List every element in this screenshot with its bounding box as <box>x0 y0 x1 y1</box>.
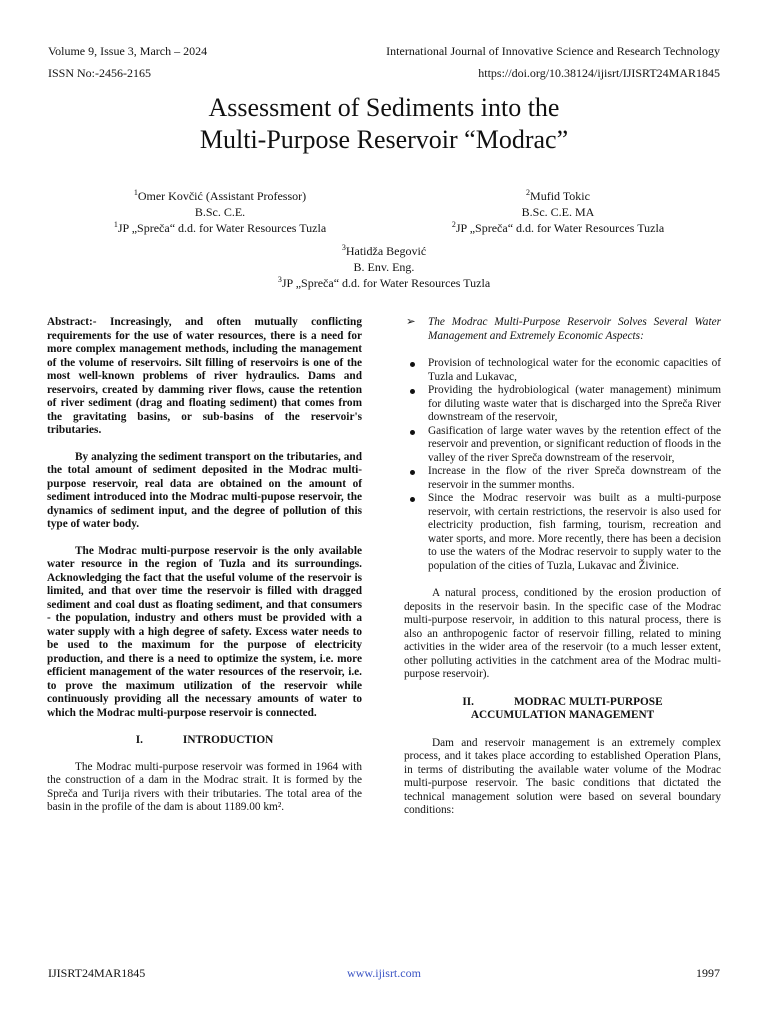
author-affiliation: JP „Spreča“ d.d. for Water Resources Tuzla <box>117 221 327 235</box>
arrow-heading-text: The Modrac Multi-Purpose Reservoir Solves Several Water Management and Extremely Economic Aspects: <box>428 316 721 342</box>
bullet-icon <box>410 470 415 475</box>
introduction-paragraph: The Modrac multi-purpose reservoir was formed in 1964 with the construction of a dam in the Modrac strait. It is formed by the Spreča and Turija rivers with their tributaries. The total area of the basin in the profile of the dam is about 1189.00 km². <box>47 760 362 813</box>
list-item <box>404 357 721 384</box>
list-item <box>404 425 721 466</box>
author-affiliation: JP „Spreča“ d.d. for Water Resources Tuzla <box>281 276 491 290</box>
author-affiliation: JP „Spreča“ d.d. for Water Resources Tuzla <box>455 221 665 235</box>
affiliation-sup: 3 <box>277 275 282 284</box>
author-block-2 <box>448 188 668 236</box>
issn: ISSN No:-2456-2165 <box>48 66 152 80</box>
author-degree: B.Sc. C.E. MA <box>521 205 595 219</box>
bullet-icon <box>410 430 415 435</box>
journal-name: International Journal of Innovative Science and Research Technology <box>386 44 720 58</box>
affiliation-sup: 1 <box>113 220 118 229</box>
natural-process-paragraph: A natural process, conditioned by the erosion production of deposits in the reservoir basin. In the specific case of the Modrac multi-purpose reservoir, in addition to this natural process, there is also an anthropogenic factor of reservoir filling, related to mining activities in the wider area of the reservoir (to a much lesser extent, other polluting activities in the catchment area of the Modrac multi-purpose reservoir). <box>404 587 721 680</box>
page-number: 1997 <box>696 966 720 980</box>
author-block-1 <box>110 188 330 236</box>
list-item <box>404 465 721 492</box>
paper-title <box>0 92 768 156</box>
author-sup: 3 <box>341 243 346 252</box>
author-sup: 2 <box>526 188 531 197</box>
footer-code: IJISRT24MAR1845 <box>48 966 146 980</box>
section-heading-management <box>404 696 721 723</box>
list-item <box>404 384 721 425</box>
title-line-1: Assessment of Sediments into the <box>208 93 560 122</box>
author-sup: 1 <box>133 188 138 197</box>
author-name: Omer Kovčić (Assistant Professor) <box>137 189 307 203</box>
bullet-icon <box>410 362 415 367</box>
footer-website-link[interactable]: www.ijisrt.com <box>347 966 421 980</box>
bullet-icon <box>410 497 415 502</box>
abstract-paragraph-2: By analyzing the sediment transport on the tributaries, and the total amount of sediment deposited in the Modrac multi-purpose reservoir, real data are obtained on the amount of sediment introduced into the Modrac multi-pupose reservoir, the dynamics of sediment input, and the degree of pollution of this type of water body. <box>47 450 362 530</box>
list-item-text: Providing the hydrobiological (water management) minimum for diluting waste water that is discharged into the Spreča River downstream of the reservoir, <box>428 384 721 423</box>
author-block-3 <box>274 243 494 291</box>
title-line-2: Multi-Purpose Reservoir “Modrac” <box>199 125 569 154</box>
section-title-line-1: MODRAC MULTI-PURPOSE <box>513 695 663 708</box>
list-item <box>404 492 721 573</box>
author-degree: B.Sc. C.E. <box>194 205 246 219</box>
dam-management-paragraph: Dam and reservoir management is an extremely complex process, and it takes place according to established Operation Plans, in terms of distributing the available water volume of the Modrac multi-purpose reservoir. The basic conditions that dictated the technical management solution were based on several boundary conditions: <box>404 736 721 816</box>
list-item-text: Gasification of large water waves by the retention effect of the reservoir and prevention, or significant reduction of floods in the valley of the river Spreča downstream of the reservoir, <box>428 424 722 464</box>
section-title: INTRODUCTION <box>182 734 274 746</box>
list-item-text: Increase in the flow of the river Spreča downstream of the reservoir in the summer months. <box>428 465 721 491</box>
section-number: I. <box>135 734 143 746</box>
volume-info: Volume 9, Issue 3, March – 2024 <box>48 44 208 58</box>
list-item-text: Provision of technological water for the economic capacities of Tuzla and Lukavac, <box>428 357 721 383</box>
section-title-line-2: ACCUMULATION MANAGEMENT <box>470 709 655 721</box>
author-name: Hatidža Begović <box>345 244 427 258</box>
abstract-paragraph-3: The Modrac multi-purpose reservoir is the only available water resource in the region of Tuzla and its surroundings. Acknowledging the fact that the useful volume of the reservoir is limited, and that over time the reservoir is filled with dragged sediment and coal dust as floating sediment, and that consumers - the population, industry and others must be provided with a water supply with a high degree of safety. Excess water needs to be used to the maximum for the purpose of electricity production, and there is a need to optimize the system, i.e. more efficient management of the water resources of the reservoir, i.e. to prove the maximum utilization of the reservoir while continuously providing all the necessary amounts of water to which the Modrac multi-purpose reservoir is connected. <box>47 544 362 719</box>
section-number: II. <box>462 695 474 708</box>
author-name: Mufid Tokic <box>530 189 590 203</box>
left-column <box>47 316 362 815</box>
section-heading-introduction <box>47 734 362 748</box>
affiliation-sup: 2 <box>451 220 456 229</box>
aspects-list <box>404 357 721 573</box>
bullet-icon <box>410 389 415 394</box>
doi-link[interactable]: https://doi.org/10.38124/ijisrt/IJISRT24MAR1845 <box>478 66 720 80</box>
abstract-paragraph-1: Abstract:- Increasingly, and often mutually conflicting requirements for the use of water resources, there is a need for more complex management methods, including the management of the volume of reservoirs. Silt filling of reservoirs is one of the most well-known problems of river hydraulics. Dams and reservoirs, created by damming river flows, cause the retention of river sediment (drag and floating sediment) that comes from the gravitating basins, or sub-basins of the reservoir's tributaries. <box>47 316 362 436</box>
author-degree: B. Env. Eng. <box>353 260 415 274</box>
right-column <box>404 316 721 818</box>
list-item-text: Since the Modrac reservoir was built as a multi-purpose reservoir, with certain restrictions, the reservoir is also used for electricity production, fish farming, tourism, recreation and water sports, and more. More recently, there has been a decision to use the waters of the Modrac reservoir to supply water to the population of the cities of Tuzla, Lukavac and Živinice. <box>428 492 721 572</box>
arrow-heading <box>404 316 721 343</box>
arrow-bullet-icon: ➢ <box>406 316 416 328</box>
